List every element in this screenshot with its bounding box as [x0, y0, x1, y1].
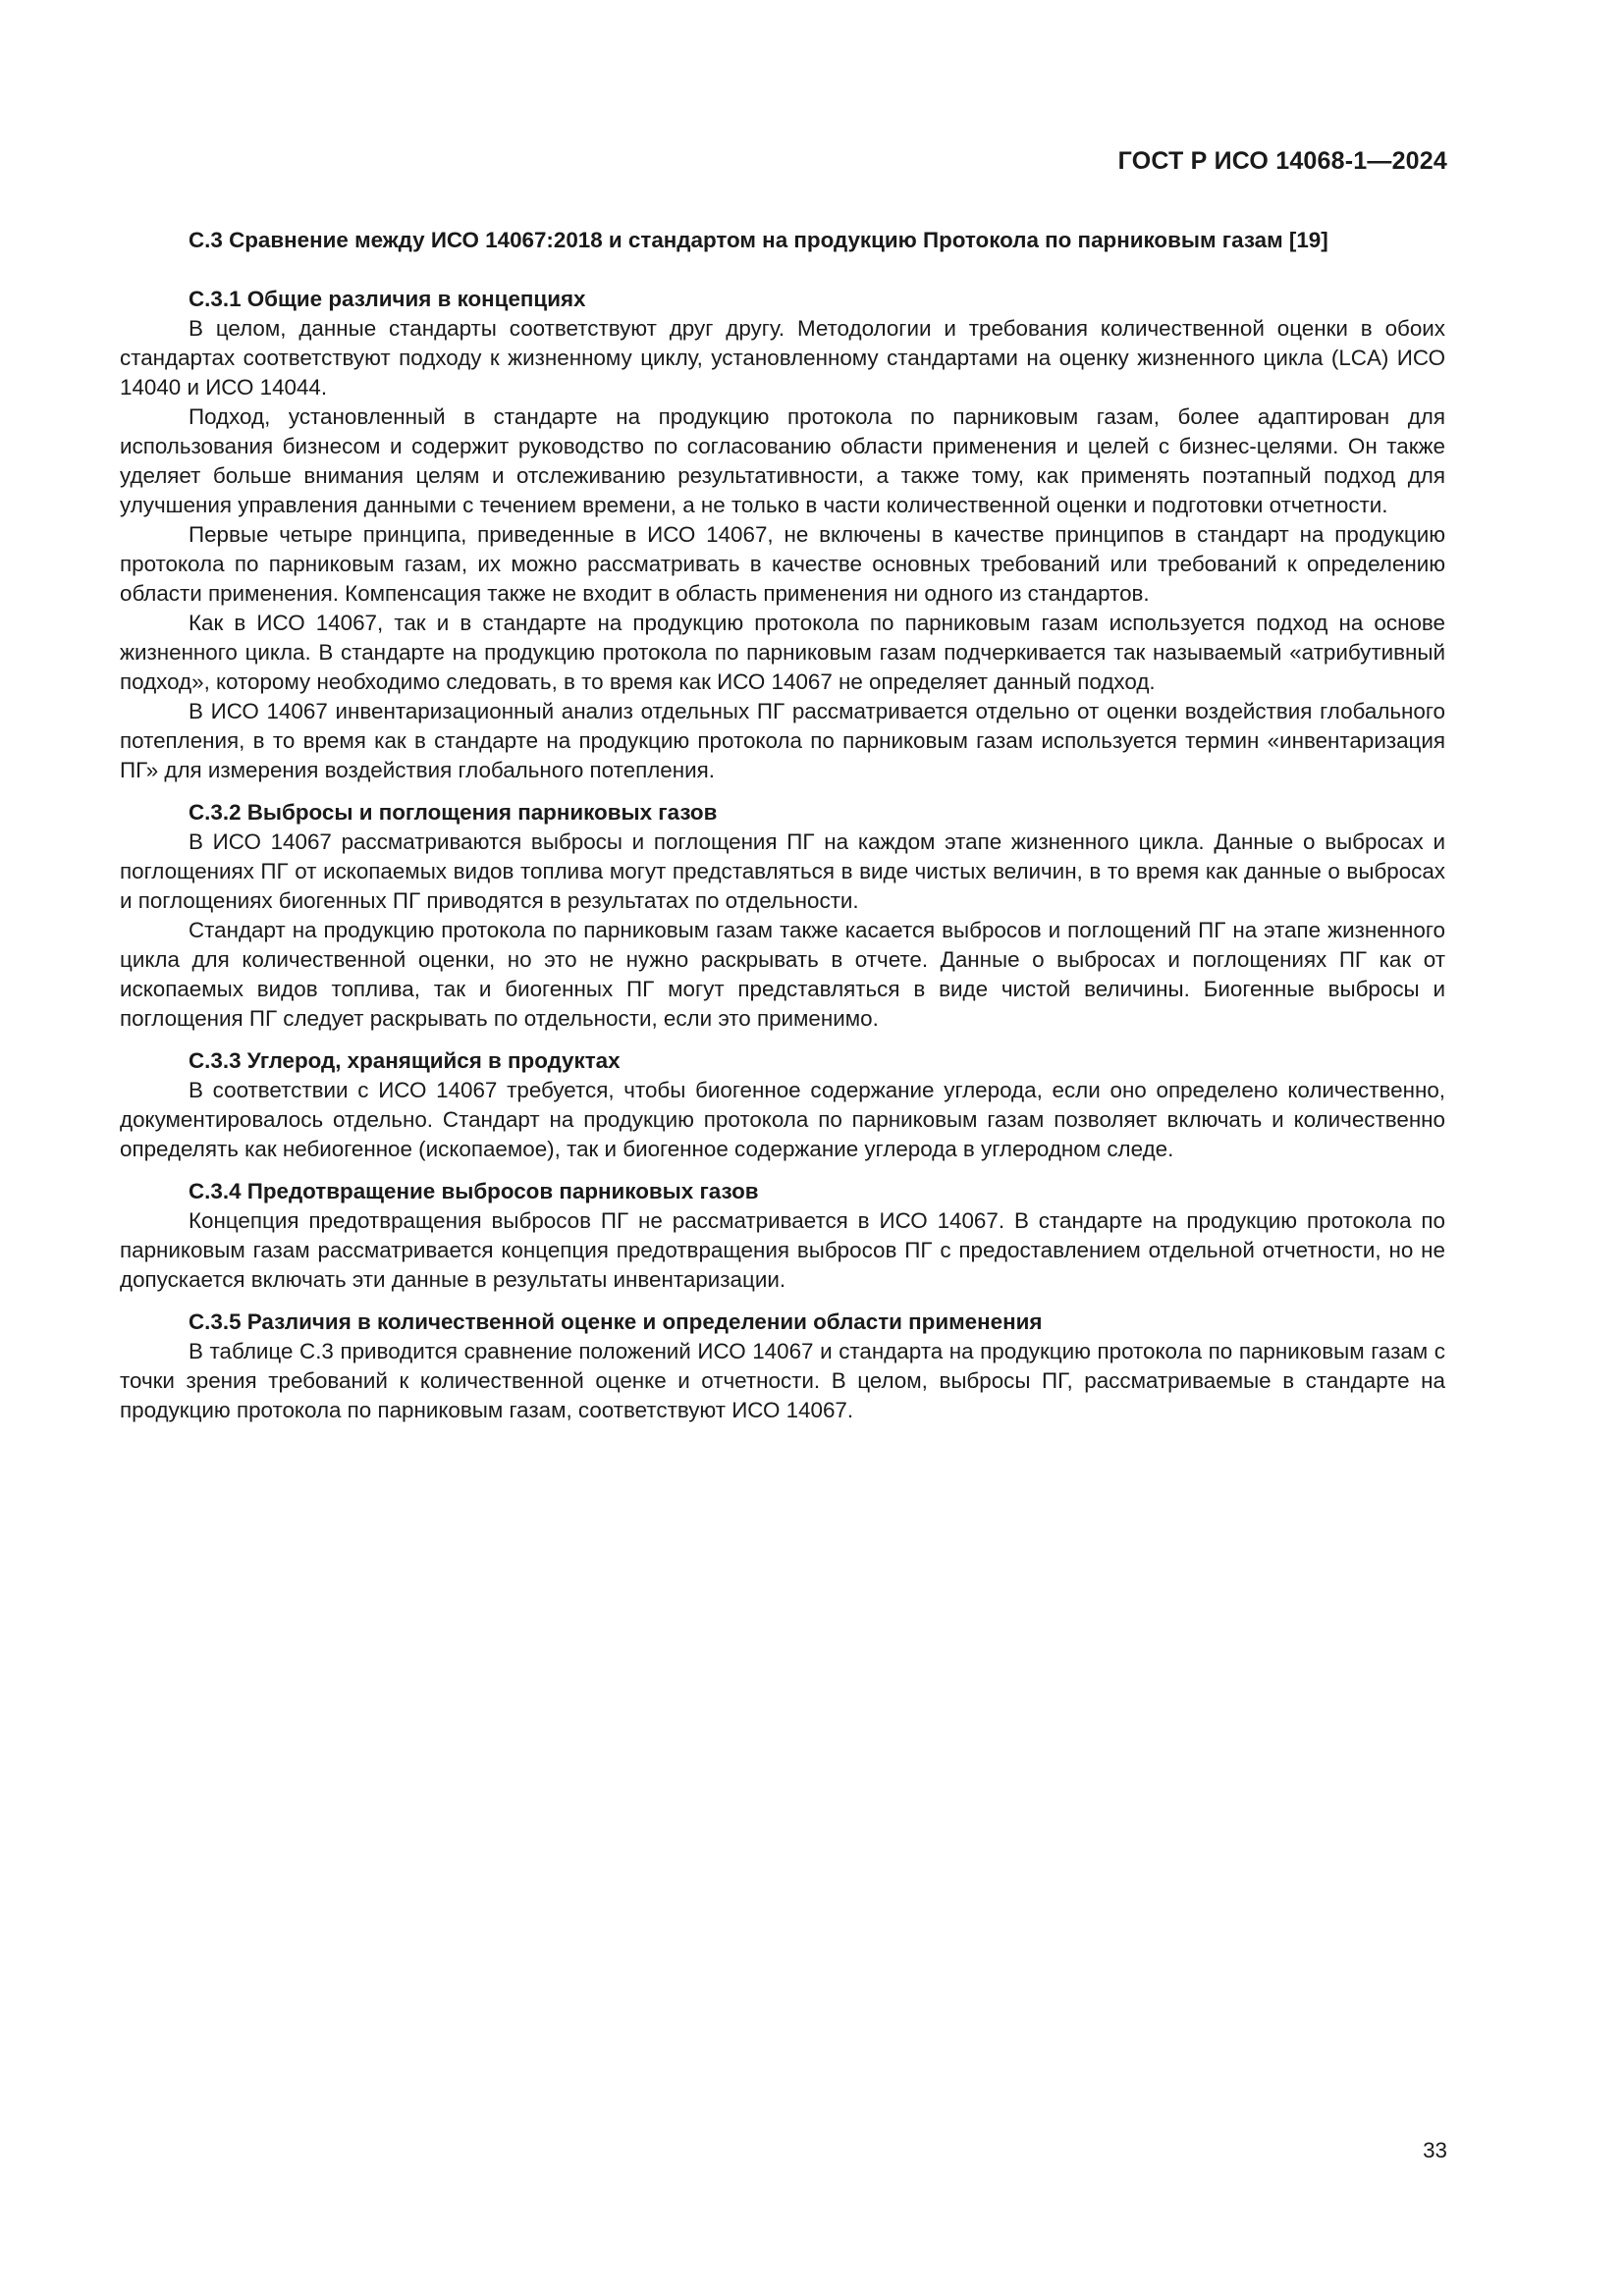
paragraph: Как в ИСО 14067, так и в стандарте на продукцию протокола по парниковым газам используется подход на основе жизненного цикла. В стандарте на продукцию протокола по парниковым газам подчеркивается так называемый «атрибутивный подход», которому необходимо следовать, в то время как ИСО 14067 не определяет данный подход. — [120, 611, 1445, 694]
subsections-container — [120, 285, 1445, 1425]
subsection — [120, 1046, 1445, 1164]
subsection — [120, 1177, 1445, 1295]
paragraph: Первые четыре принципа, приведенные в ИСО 14067, не включены в качестве принципов в стандарт на продукцию протокола по парниковым газам, их можно рассматривать в качестве основных требований или требований к определению области применения. Компенсация также не входит в область применения ни одного из стандартов. — [120, 522, 1445, 606]
paragraph: Подход, установленный в стандарте на продукцию протокола по парниковым газам, более адаптирован для использования бизнесом и содержит руководство по согласованию области применения и целей с бизнес-целями. Он также уделяет больше внимания целям и отслеживанию результативности, а также тому, как применять поэтапный подход для улучшения управления данными с течением времени, а не только в части количественной оценки и подготовки отчетности. — [120, 404, 1445, 517]
subsection-title: С.3.5 Различия в количественной оценке и определении области применения — [189, 1309, 1043, 1334]
document-code: ГОСТ Р ИСО 14068-1—2024 — [1117, 147, 1447, 175]
paragraph: В ИСО 14067 инвентаризационный анализ отдельных ПГ рассматривается отдельно от оценки воздействия глобального потепления, в то время как в стандарте на продукцию протокола по парниковым газам используется термин «инвентаризация ПГ» для измерения воздействия глобального потепления. — [120, 699, 1445, 782]
paragraph: Стандарт на продукцию протокола по парниковым газам также касается выбросов и поглощений ПГ на этапе жизненного цикла для количественной оценки, но это не нужно раскрывать в отчете. Данные о выбросах и поглощениях ПГ как от ископаемых видов топлива, так и биогенных ПГ могут представляться в виде чистой величины. Биогенные выбросы и поглощения ПГ следует раскрывать по отдельности, если это применимо. — [120, 918, 1445, 1031]
paragraph: В целом, данные стандарты соответствуют друг другу. Методологии и требования количественной оценки в обоих стандартах соответствуют подходу к жизненному циклу, установленному стандартами на оценку жизненного цикла (LCA) ИСО 14040 и ИСО 14044. — [120, 316, 1445, 400]
page-number: 33 — [1423, 2138, 1447, 2163]
paragraph: Концепция предотвращения выбросов ПГ не рассматривается в ИСО 14067. В стандарте на продукцию протокола по парниковым газам рассматривается концепция предотвращения выбросов ПГ с предоставлением отдельной отчетности, но не допускается включать эти данные в результаты инвентаризации. — [120, 1208, 1445, 1292]
paragraph: В ИСО 14067 рассматриваются выбросы и поглощения ПГ на каждом этапе жизненного цикла. Данные о выбросах и поглощениях ПГ от ископаемых видов топлива могут представляться в виде чистых величин, в то время как данные о выбросах и поглощениях биогенных ПГ приводятся в результатах по отдельности. — [120, 829, 1445, 913]
subsection — [120, 798, 1445, 1034]
page-content — [120, 226, 1445, 1438]
subsection-title: С.3.4 Предотвращение выбросов парниковых газов — [189, 1179, 759, 1203]
subsection-title: С.3.3 Углерод, хранящийся в продуктах — [189, 1048, 621, 1073]
subsection-title: С.3.1 Общие различия в концепциях — [189, 287, 586, 311]
paragraph: В соответствии с ИСО 14067 требуется, чтобы биогенное содержание углерода, если оно определено количественно, документировалось отдельно. Стандарт на продукцию протокола по парниковым газам позволяет включать и количественно определять как небиогенное (ископаемое), так и биогенное содержание углерода в углеродном следе. — [120, 1078, 1445, 1161]
subsection-title: С.3.2 Выбросы и поглощения парниковых газов — [189, 800, 718, 825]
subsection — [120, 1308, 1445, 1425]
section-title: С.3 Сравнение между ИСО 14067:2018 и стандартом на продукцию Протокола по парниковым газам [19] — [189, 228, 1328, 252]
paragraph: В таблице С.3 приводится сравнение положений ИСО 14067 и стандарта на продукцию протокола по парниковым газам с точки зрения требований к количественной оценке и отчетности. В целом, выбросы ПГ, рассматриваемые в стандарте на продукцию протокола по парниковым газам, соответствуют ИСО 14067. — [120, 1339, 1445, 1422]
subsection — [120, 285, 1445, 785]
